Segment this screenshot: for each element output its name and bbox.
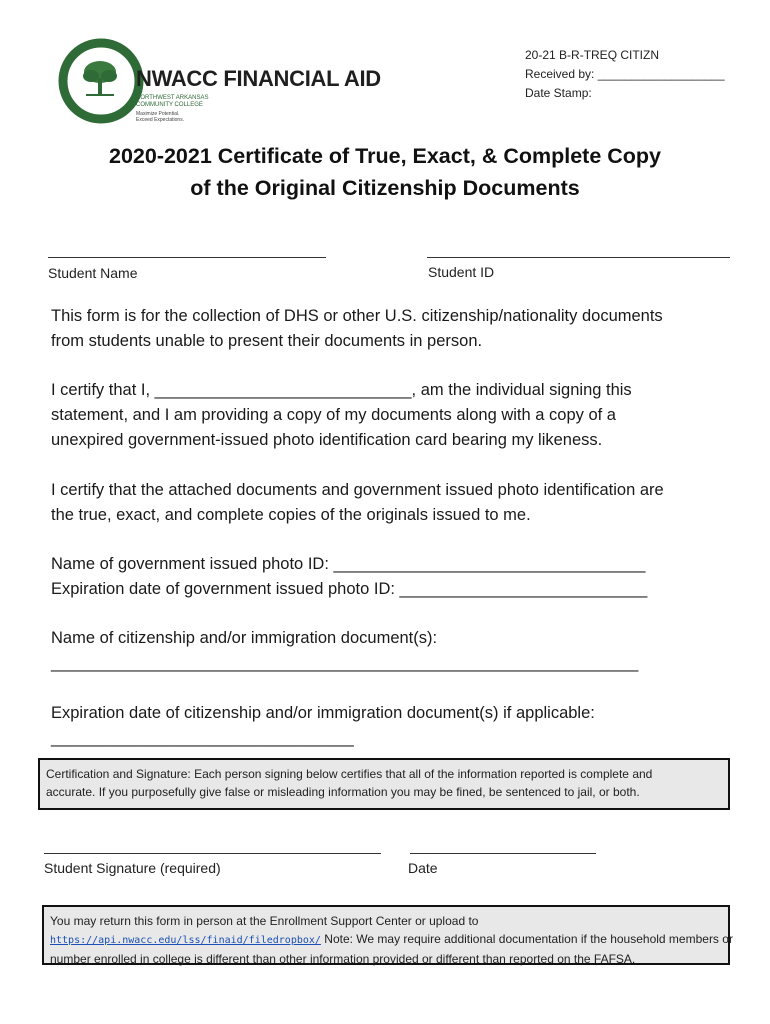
- attached-line-2: the true, exact, and complete copies of the originals issued to me.: [51, 506, 531, 524]
- logo-title: NWACC FINANCIAL AID: [136, 66, 381, 91]
- return-instructions-box: [42, 905, 733, 966]
- photo-id-name-field[interactable]: Name of government issued photo ID: __________________________________: [51, 555, 646, 573]
- certification-line-1: Certification and Signature: Each person signing below certifies that all of the information reported is complete and: [46, 767, 653, 781]
- signature-date-label: Date: [408, 860, 438, 876]
- intro-line-2: from students unable to present their documents in person.: [51, 332, 483, 350]
- certify-line-3: unexpired government-issued photo identification card bearing my likeness.: [51, 431, 603, 449]
- citizenship-doc-field[interactable]: ________________________________________________________________: [51, 654, 639, 672]
- student-signature-field[interactable]: [44, 853, 381, 854]
- return-line-1: You may return this form in person at the Enrollment Support Center or upload to: [50, 914, 479, 928]
- citizenship-doc-section: [51, 626, 638, 676]
- attached-docs-paragraph: [51, 478, 664, 528]
- logo-text: [136, 66, 381, 123]
- certify-line-1[interactable]: I certify that I, ____________________________, am the individual signing this: [51, 381, 632, 399]
- return-line-2: [50, 930, 733, 950]
- photo-id-section: [51, 552, 647, 602]
- page-title: [0, 140, 770, 204]
- certification-box: [38, 758, 730, 810]
- intro-line-1: This form is for the collection of DHS or other U.S. citizenship/nationality documents: [51, 307, 663, 325]
- signature-date-field[interactable]: [410, 853, 596, 854]
- title-line-2: of the Original Citizenship Documents: [190, 176, 580, 200]
- certification-line-2: accurate. If you purposefully give false or misleading information you may be fined, be sentenced to jail, or both.: [46, 785, 640, 799]
- form-code: 20-21 B-R-TREQ CITIZN: [525, 48, 660, 62]
- student-name-field[interactable]: [48, 257, 326, 258]
- attached-line-1: I certify that the attached documents and government issued photo identification are: [51, 481, 664, 499]
- logo-tagline-1: Maximize Potential.: [136, 111, 180, 117]
- photo-id-expiration-field[interactable]: Expiration date of government issued photo ID: ___________________________: [51, 580, 648, 598]
- office-use-block: [525, 46, 725, 103]
- certify-paragraph: [51, 378, 632, 453]
- return-line-3: number enrolled in college is different than other information provided or different than reported on the FAFSA.: [50, 952, 636, 966]
- citizenship-doc-label: Name of citizenship and/or immigration document(s):: [51, 629, 438, 647]
- title-line-1: 2020-2021 Certificate of True, Exact, & Complete Copy: [108, 144, 662, 168]
- file-dropbox-link[interactable]: https://api.nwacc.edu/lss/finaid/filedropbox/: [50, 935, 321, 946]
- logo-subtitle-1: NORTHWEST ARKANSAS: [136, 95, 209, 101]
- student-name-label: Student Name: [48, 265, 138, 281]
- intro-paragraph: [51, 304, 663, 354]
- date-stamp-field[interactable]: Date Stamp:: [525, 86, 592, 100]
- citizenship-exp-field[interactable]: _________________________________: [51, 729, 354, 747]
- student-id-label: Student ID: [428, 264, 495, 280]
- student-id-field[interactable]: [427, 257, 730, 258]
- student-signature-label: Student Signature (required): [44, 860, 221, 876]
- citizenship-expiration-section: [51, 701, 595, 751]
- logo-subtitle-2: COMMUNITY COLLEGE: [136, 102, 203, 108]
- logo-tagline-2: Exceed Expectations.: [136, 117, 185, 123]
- citizenship-exp-label: Expiration date of citizenship and/or immigration document(s) if applicable:: [51, 704, 595, 722]
- received-by-field[interactable]: Received by: ___________________: [525, 67, 725, 81]
- note-text: Note: We may require additional documentation if the household members or: [320, 932, 733, 946]
- certify-line-2: statement, and I am providing a copy of my documents along with a copy of a: [51, 406, 616, 424]
- tree-emblem-icon: [58, 38, 148, 124]
